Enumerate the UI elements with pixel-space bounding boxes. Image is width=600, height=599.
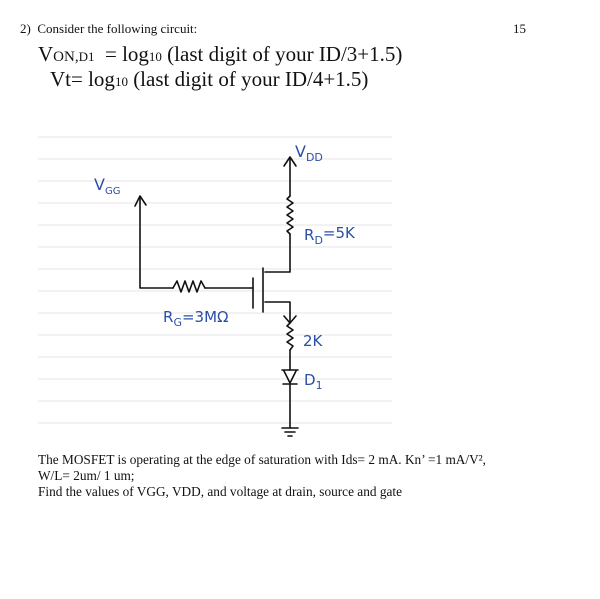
rd-label: $R_D=5K$ <box>304 224 355 247</box>
handwritten-labels <box>94 142 356 392</box>
circuit-wires <box>135 157 298 436</box>
von-log-base: 10 <box>148 49 162 64</box>
von-caps: ON <box>53 49 75 65</box>
vdd-label: $V_{DD}$ <box>295 142 323 164</box>
vt-symbol: Vt= log <box>50 67 115 91</box>
problem-statement <box>38 452 578 500</box>
question-number: 2) <box>20 21 31 36</box>
problem-line-2: W/L= 2um/ 1 um; <box>38 468 135 483</box>
vt-argument: (last digit of your ID/4+1.5) <box>127 67 369 91</box>
problem-line-1: The MOSFET is operating at the edge of saturation with Ids= 2 mA. Kn’ =1 mA/V², <box>38 452 486 467</box>
von-symbol: V <box>38 42 54 66</box>
von-rhs: = log <box>104 42 149 66</box>
question-prompt: Consider the following circuit: <box>37 21 198 36</box>
von-formula: VON,D1 = log10 (last digit of your ID/3+1.5) <box>38 42 403 66</box>
ruled-lines <box>38 137 392 423</box>
von-argument: (last digit of your ID/3+1.5) <box>161 42 403 66</box>
diode-label: $D_1$ <box>304 371 323 392</box>
rg-label: $R_G=3M\Omega$ <box>163 308 229 329</box>
vt-log-base: 10 <box>114 74 128 89</box>
von-subscript: D1 <box>78 49 95 64</box>
vgg-label: $V_{GG}$ <box>94 175 121 197</box>
problem-line-3: Find the values of VGG, VDD, and voltage at drain, source and gate <box>38 484 402 499</box>
rs-label: 2K <box>303 332 323 350</box>
points-value: 15 <box>513 21 526 36</box>
